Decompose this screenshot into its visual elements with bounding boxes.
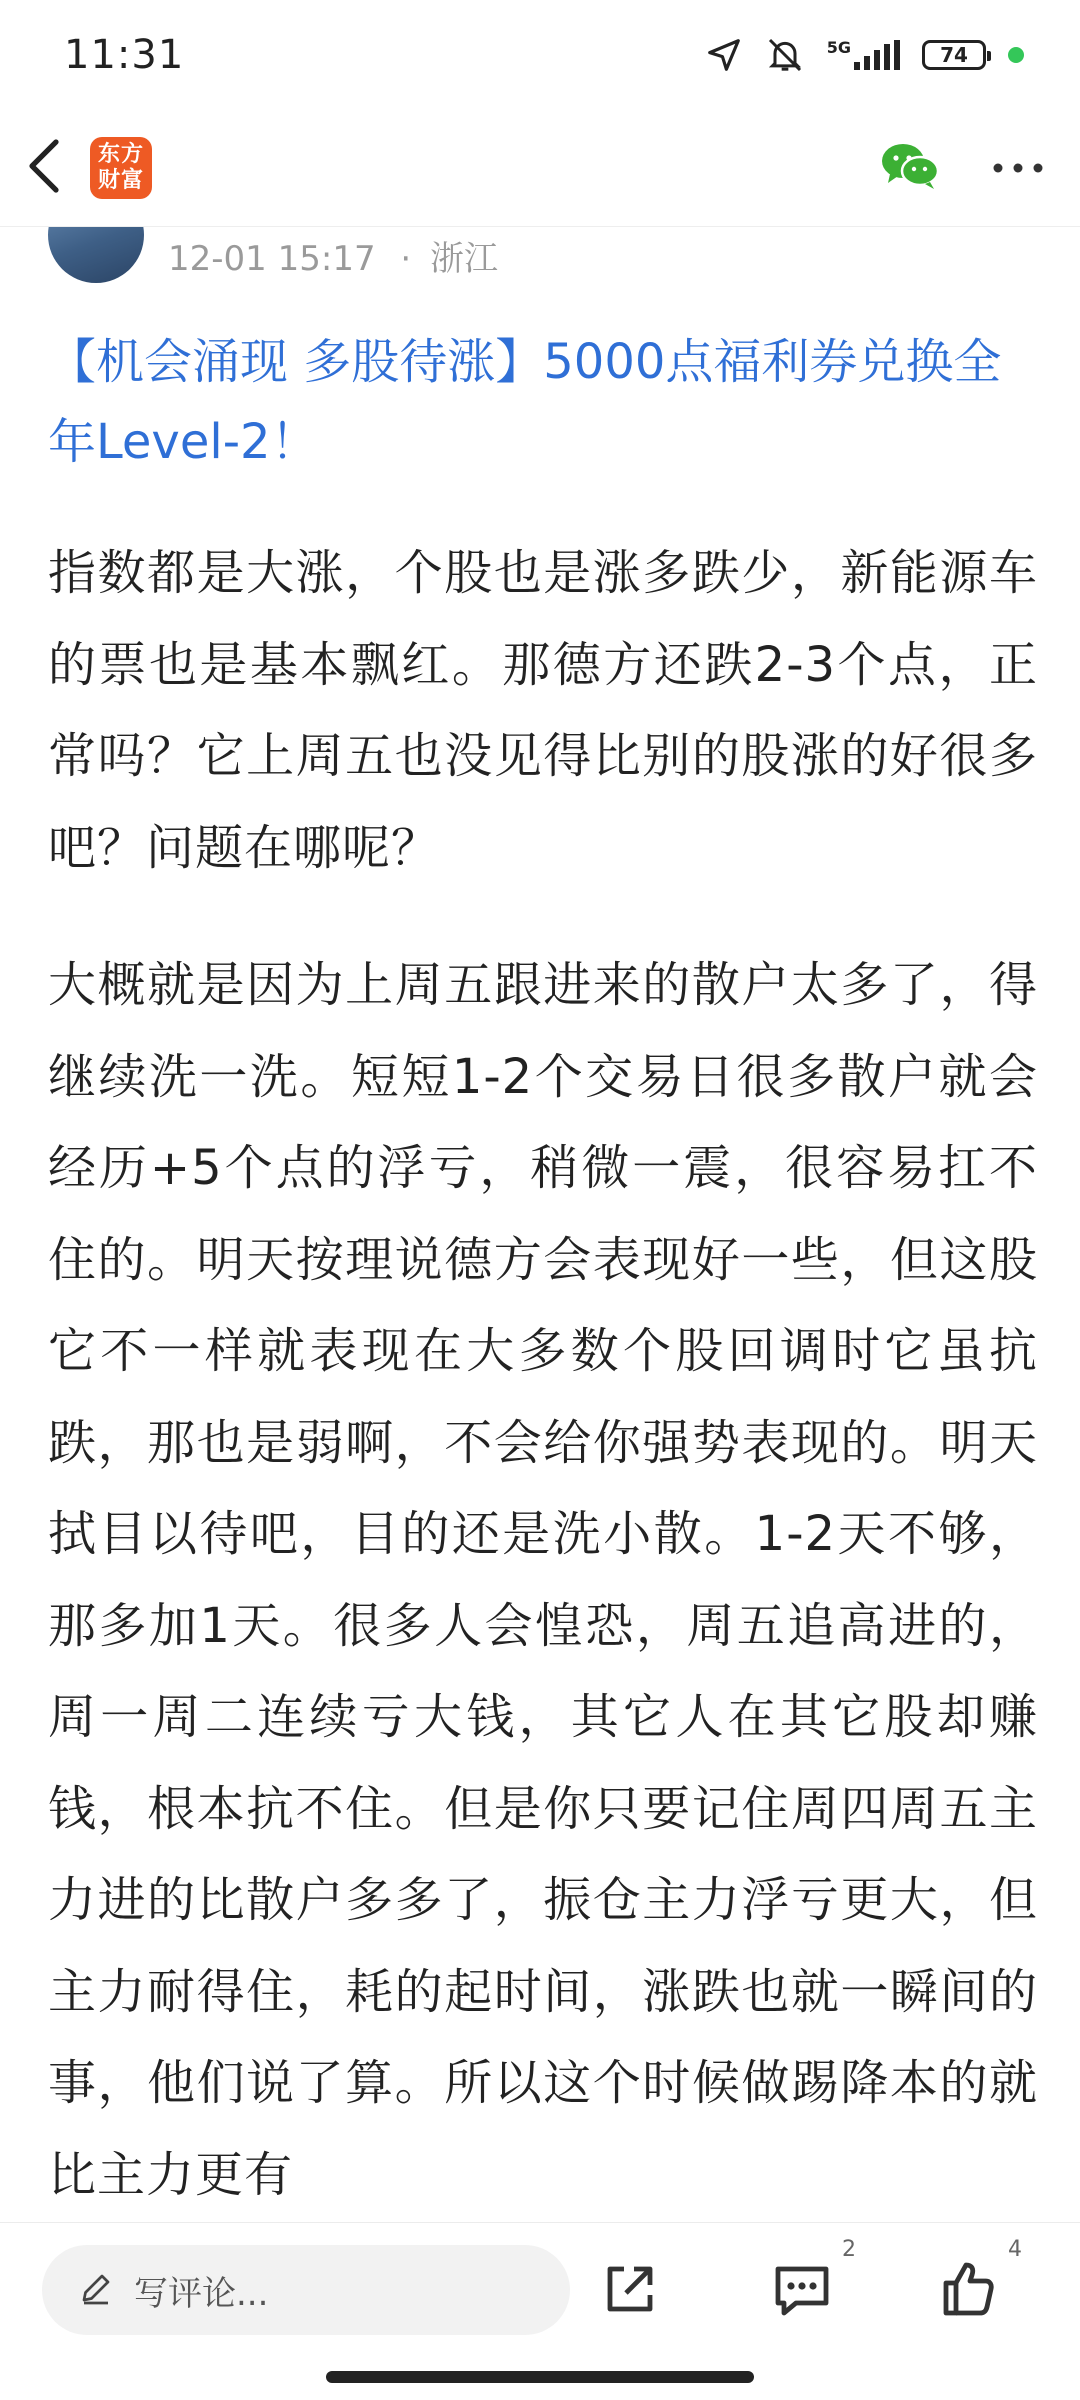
status-icons bbox=[705, 35, 1024, 75]
share-button[interactable] bbox=[594, 2253, 666, 2325]
like-button[interactable] bbox=[932, 2237, 1022, 2325]
wechat-share-icon[interactable] bbox=[880, 141, 940, 195]
post-paragraph-1: 指数都是大涨，个股也是涨多跌少，新能源车的票也是基本飘红。那德方还跌2-3个点，正常吗？它上周五也没见得比别的股涨的好很多吧？问题在哪呢？ bbox=[48, 545, 1038, 876]
status-time: 11:31 bbox=[64, 32, 185, 78]
back-arrow-icon[interactable] bbox=[22, 138, 66, 198]
like-count: 4 bbox=[1008, 2237, 1022, 2262]
app-bar bbox=[0, 110, 1080, 226]
location-arrow-icon bbox=[705, 36, 743, 74]
meta-separator: · bbox=[400, 239, 412, 279]
signal-5g-icon: 5G bbox=[827, 40, 900, 70]
post-meta bbox=[0, 226, 1080, 286]
pencil-icon bbox=[78, 2270, 114, 2310]
post-paragraph-2: 大概就是因为上周五跟进来的散户太多了，得继续洗一洗。短短1-2个交易日很多散户就会经历+5个点的浮亏，稍微一震，很容易扛不住的。明天按理说德方会表现好一些，但这股它不一样就表现在大多数个股回调时它虽抗跌，那也是弱啊，不会给你强势表现的。明天拭目以待吧，目的还是洗小散。1-2天不够，那多加1天。很多人会惶恐，周五追高进的，周一周二连续亏大钱，其它人在其它股却赚钱，根本抗不住。但是你只要记住周四周五主力进的比散户多多了，振仓主力浮亏更大，但主力耐得住，耗的起时间，涨跌也就一瞬间的事，他们说了算。所以这个时候做踢降本的就比主力更有 bbox=[48, 957, 1038, 2203]
privacy-indicator-dot bbox=[1008, 47, 1024, 63]
comment-count: 2 bbox=[842, 2237, 856, 2262]
home-indicator[interactable] bbox=[326, 2371, 754, 2383]
post-timestamp: 12-01 15:17 bbox=[168, 239, 376, 279]
thumbs-up-icon bbox=[932, 2310, 1004, 2329]
share-external-icon bbox=[594, 2310, 666, 2329]
comment-placeholder: 写评论... bbox=[134, 2273, 269, 2314]
comments-button[interactable] bbox=[766, 2237, 856, 2325]
comment-input[interactable] bbox=[42, 2245, 570, 2335]
author-avatar[interactable] bbox=[48, 226, 144, 283]
post-location: 浙江 bbox=[430, 239, 499, 279]
bottom-action-bar bbox=[0, 2222, 1080, 2400]
comment-bubble-icon bbox=[766, 2310, 838, 2329]
promo-title-link[interactable]: 【机会涌现 多股待涨】5000点福利券兑换全年Level-2！ bbox=[48, 334, 1002, 470]
battery-icon: 74 bbox=[922, 40, 986, 70]
mute-bell-icon bbox=[765, 35, 805, 75]
more-options-icon[interactable] bbox=[992, 159, 1044, 178]
status-bar bbox=[0, 0, 1080, 110]
app-logo[interactable]: 东方 财富 bbox=[90, 137, 152, 199]
